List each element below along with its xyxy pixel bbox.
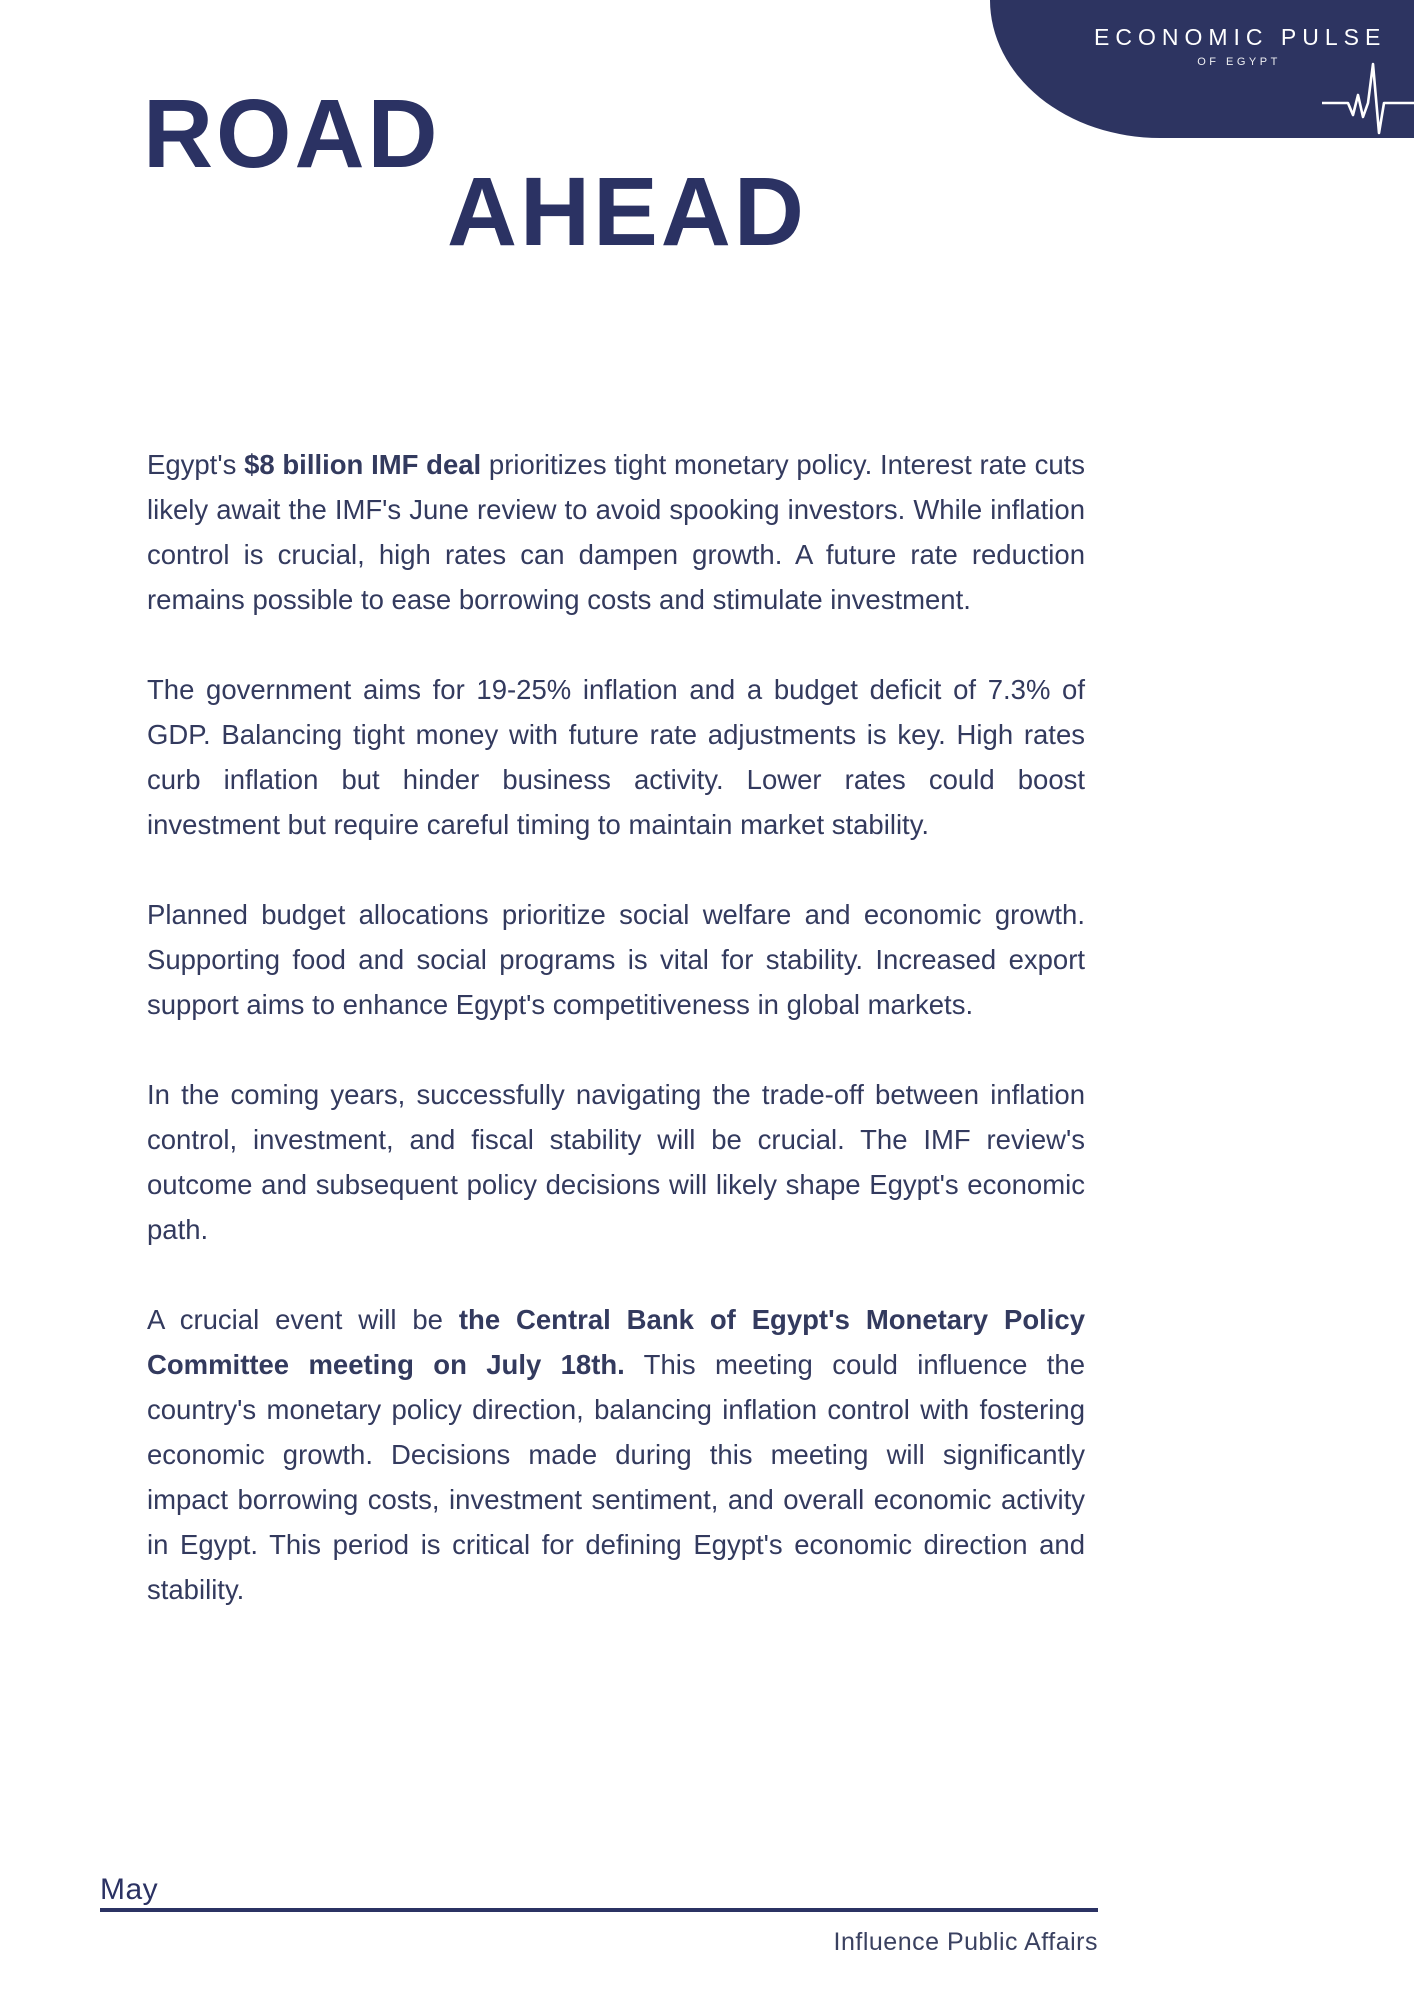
footer-month-label: May xyxy=(100,1873,159,1906)
heartbeat-icon xyxy=(1322,58,1414,138)
paragraph-text: A crucial event will be xyxy=(147,1304,459,1335)
page-title-road: ROAD xyxy=(143,79,441,188)
economic-pulse-badge xyxy=(990,0,1414,138)
article-paragraph xyxy=(147,1072,1085,1252)
bold-emphasis: the Central Bank of Egypt's Monetary Policy Committee meeting on July 18th. xyxy=(147,1304,1085,1380)
badge-subtitle: OF EGYPT xyxy=(1197,56,1281,68)
bold-emphasis: $8 billion IMF deal xyxy=(244,449,482,480)
footer-publisher-label: Influence Public Affairs xyxy=(833,1928,1098,1956)
paragraph-text: Egypt's xyxy=(147,449,245,480)
paragraph-text: Planned budget allocations prioritize social welfare and economic growth. Supporting food and social programs is vital for stability. Increased export support aims to enhance Egypt's competitiveness in global markets. xyxy=(147,899,1085,1020)
article xyxy=(147,442,1085,1657)
article-paragraph xyxy=(147,1297,1085,1612)
paragraph-text: In the coming years, successfully navigating the trade-off between inflation control, investment, and fiscal stability will be crucial. The IMF review's outcome and subsequent policy decisions will likely shape Egypt's economic path. xyxy=(147,1079,1085,1245)
page-title-ahead: AHEAD xyxy=(447,157,807,266)
paragraph-text: prioritizes tight monetary policy. Interest rate cuts likely await the IMF's June review to avoid spooking investors. While inflation control is crucial, high rates can dampen growth. A future rate reduction remains possible to ease borrowing costs and stimulate investment. xyxy=(147,449,1085,615)
paragraph-text: This meeting could influence the country's monetary policy direction, balancing inflation control with fostering economic growth. Decisions made during this meeting will significantly impact borrowing costs, investment sentiment, and overall economic activity in Egypt. This period is critical for defining Egypt's economic direction and stability. xyxy=(147,1349,1085,1605)
footer-divider-rule xyxy=(100,1908,1098,1912)
paragraph-text: The government aims for 19-25% inflation and a budget deficit of 7.3% of GDP. Balancing tight money with future rate adjustments is key. High rates curb inflation but hinder business activity. Lower rates could boost investment but require careful timing to maintain market stability. xyxy=(147,674,1085,840)
article-paragraph xyxy=(147,667,1085,847)
article-paragraph xyxy=(147,442,1085,622)
badge-title: ECONOMIC PULSE xyxy=(1094,24,1387,50)
article-paragraph xyxy=(147,892,1085,1027)
